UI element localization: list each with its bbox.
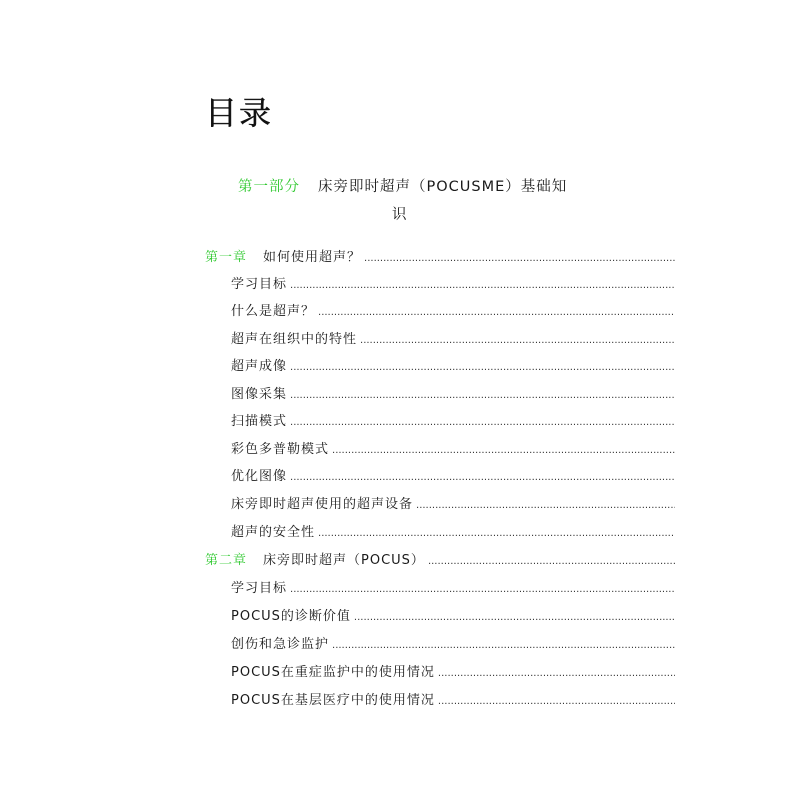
dot-leader xyxy=(290,417,675,428)
section-title: 什么是超声？ xyxy=(231,304,316,319)
section-title: 彩色多普勒模式 xyxy=(231,442,330,457)
toc-section-entry[interactable] xyxy=(231,661,675,679)
toc-chapter-entry[interactable] xyxy=(205,246,675,264)
chapter-number: 第一章 xyxy=(205,250,248,265)
toc-section-entry[interactable] xyxy=(231,465,675,483)
section-title: 超声在组织中的特性 xyxy=(231,332,358,347)
dot-leader xyxy=(318,528,675,539)
dot-leader xyxy=(332,445,675,456)
section-title: POCUS在重症监护中的使用情况 xyxy=(231,665,435,680)
section-title: 超声的安全性 xyxy=(231,525,316,540)
section-title: POCUS的诊断价值 xyxy=(231,609,351,624)
part-heading xyxy=(238,175,567,196)
part-label: 第一部分 xyxy=(238,179,300,195)
chapter-title: 如何使用超声？ xyxy=(263,250,362,265)
dot-leader xyxy=(416,500,675,511)
page-title: 目录 xyxy=(205,94,274,132)
dot-leader xyxy=(438,668,675,679)
toc-section-entry[interactable] xyxy=(231,605,675,623)
toc-section-entry[interactable] xyxy=(231,383,675,401)
chapter-number: 第二章 xyxy=(205,553,248,568)
dot-leader xyxy=(318,307,675,318)
toc-section-entry[interactable] xyxy=(231,438,675,456)
dot-leader xyxy=(360,335,675,346)
section-title: 床旁即时超声使用的超声设备 xyxy=(231,497,414,512)
section-title: 超声成像 xyxy=(231,359,288,374)
part-title-continued: 识 xyxy=(392,207,407,223)
dot-leader xyxy=(290,280,675,291)
section-title: POCUS在基层医疗中的使用情况 xyxy=(231,693,435,708)
toc-chapter-entry[interactable] xyxy=(205,549,675,567)
toc-section-entry[interactable] xyxy=(231,633,675,651)
dot-leader xyxy=(354,612,675,623)
toc-section-entry[interactable] xyxy=(231,577,675,595)
dot-leader xyxy=(290,390,675,401)
section-title: 创伤和急诊监护 xyxy=(231,637,330,652)
toc-section-entry[interactable] xyxy=(231,328,675,346)
dot-leader xyxy=(332,640,675,651)
dot-leader xyxy=(290,472,675,483)
chapter-title: 床旁即时超声（POCUS） xyxy=(263,553,425,568)
dot-leader xyxy=(290,362,675,373)
section-title: 优化图像 xyxy=(231,469,288,484)
section-title: 学习目标 xyxy=(231,277,288,292)
toc-section-entry[interactable] xyxy=(231,493,675,511)
toc-section-entry[interactable] xyxy=(231,521,675,539)
dot-leader xyxy=(438,696,675,707)
section-title: 图像采集 xyxy=(231,387,288,402)
toc-section-entry[interactable] xyxy=(231,300,675,318)
section-title: 扫描模式 xyxy=(231,414,288,429)
toc-section-entry[interactable] xyxy=(231,355,675,373)
toc-section-entry[interactable] xyxy=(231,273,675,291)
toc-section-entry[interactable] xyxy=(231,689,675,707)
dot-leader xyxy=(290,584,675,595)
section-title: 学习目标 xyxy=(231,581,288,596)
part-title: 床旁即时超声（POCUSME）基础知 xyxy=(318,179,568,195)
toc-section-entry[interactable] xyxy=(231,410,675,428)
dot-leader xyxy=(428,556,675,567)
dot-leader xyxy=(364,253,675,264)
